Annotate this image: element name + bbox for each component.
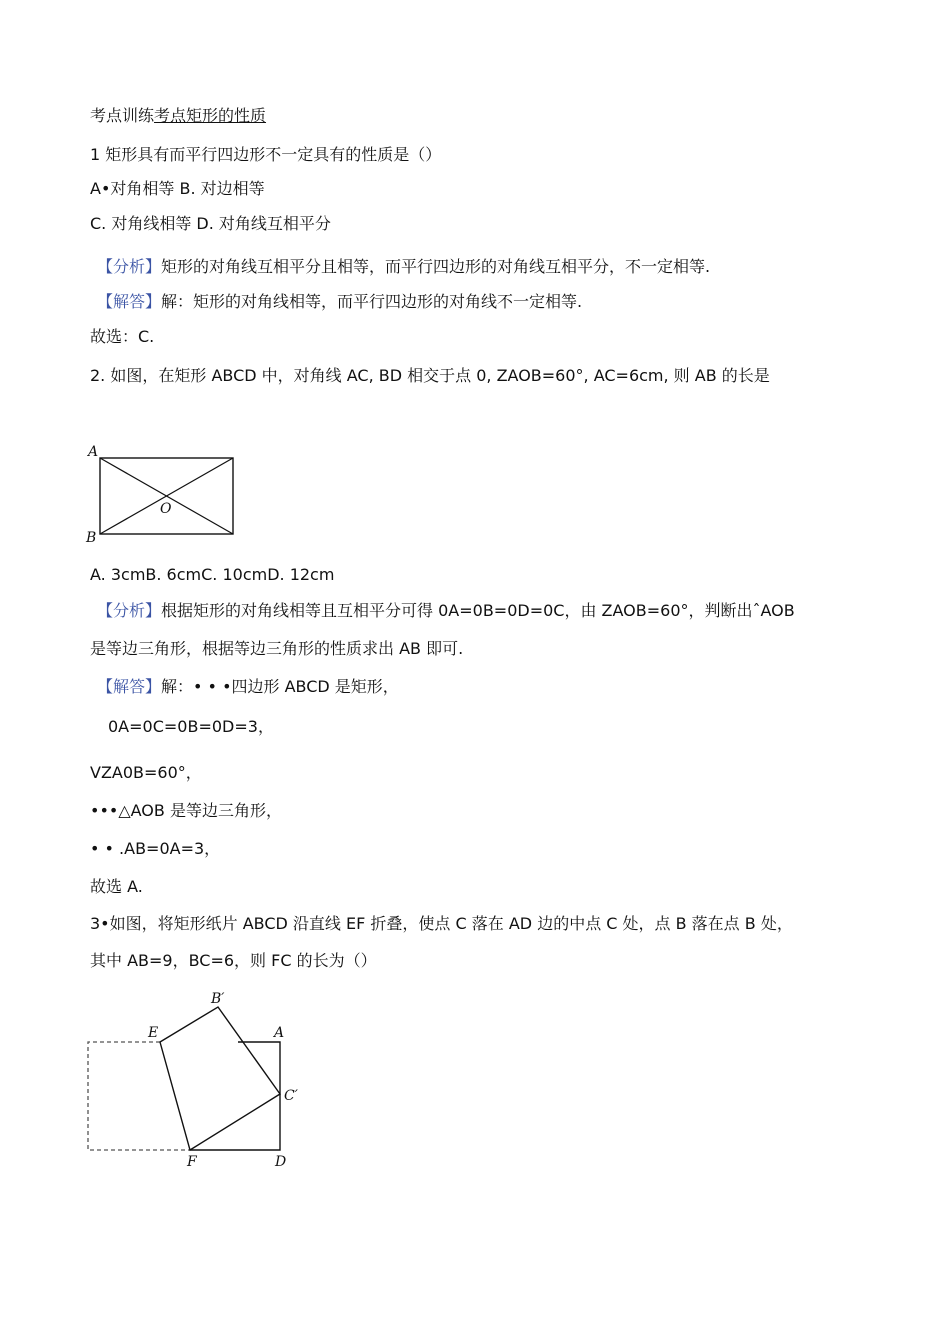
q2-analysis (97, 600, 795, 622)
label-e: E (148, 1025, 159, 1041)
rectangle-edge (190, 1042, 280, 1150)
analysis-tag: 【分析】 (97, 601, 162, 620)
answer-tag: 【解答】 (97, 292, 162, 311)
folded-part (160, 1007, 280, 1150)
answer-tag: 【解答】 (97, 677, 162, 696)
q2-answer (97, 676, 399, 698)
analysis-tag: 【分析】 (97, 257, 162, 276)
q2-step-1: 0A=0C=0B=0D=3， (108, 717, 274, 736)
q1-answer (97, 291, 582, 313)
label-f: F (187, 1154, 197, 1170)
section-header (90, 105, 266, 127)
answer-text: 解：• • •四边形 ABCD 是矩形， (161, 677, 399, 696)
q2-step-2: VZA0B=60°， (90, 763, 202, 782)
q2-options: A. 3cmB. 6cmC. 10cmD. 12cm (90, 565, 335, 584)
section-topic: 考点矩形的性质 (154, 106, 267, 125)
label-d: D (275, 1154, 287, 1170)
q1-options-cd: C. 对角线相等 D. 对角线互相平分 (90, 214, 331, 233)
section-prefix: 考点训练 (90, 106, 155, 125)
analysis-text: 矩形的对角线互相平分且相等，而平行四边形的对角线互相平分，不一定相等. (161, 257, 711, 276)
q3-stem-continued: 其中 AB=9，BC=6，则 FC 的长为（） (90, 951, 377, 970)
analysis-text: 根据矩形的对角线相等且互相平分可得 0A=0B=0D=0C，由 ZAOB=60°，判断出ˆAOB (161, 601, 795, 620)
label-a: A (88, 444, 99, 460)
q1-analysis (97, 256, 710, 278)
q1-stem: 1 矩形具有而平行四边形不一定具有的性质是（） (90, 145, 442, 164)
q2-analysis-continued: 是等边三角形，根据等边三角形的性质求出 AB 即可. (90, 639, 464, 658)
label-b: B (86, 530, 97, 546)
q3-stem: 3•如图，将矩形纸片 ABCD 沿直线 EF 折叠，使点 C 落在 AD 边的中点 C 处，点 B 落在点 B 处， (90, 914, 793, 933)
label-c-prime: C′ (284, 1088, 298, 1104)
label-a: A (274, 1025, 285, 1041)
q2-step-4: • • .AB=0A=3， (90, 839, 221, 858)
q2-stem: 2. 如图，在矩形 ABCD 中，对角线 AC, BD 相交于点 0, ZAOB=60°, AC=6cm, 则 AB 的长是 (90, 366, 770, 385)
label-o: O (160, 501, 172, 517)
q2-step-3: •••△AOB 是等边三角形， (90, 801, 282, 820)
folded-rectangle-figure (84, 986, 314, 1176)
answer-text: 解：矩形的对角线相等，而平行四边形的对角线不一定相等. (161, 292, 583, 311)
rectangle-diagonals-figure (84, 440, 244, 550)
q1-choice: 故选：C. (90, 327, 155, 346)
q1-options-ab: A•对角相等 B. 对边相等 (90, 179, 265, 198)
q2-choice: 故选 A. (90, 877, 143, 896)
label-b-prime: B′ (211, 991, 225, 1007)
